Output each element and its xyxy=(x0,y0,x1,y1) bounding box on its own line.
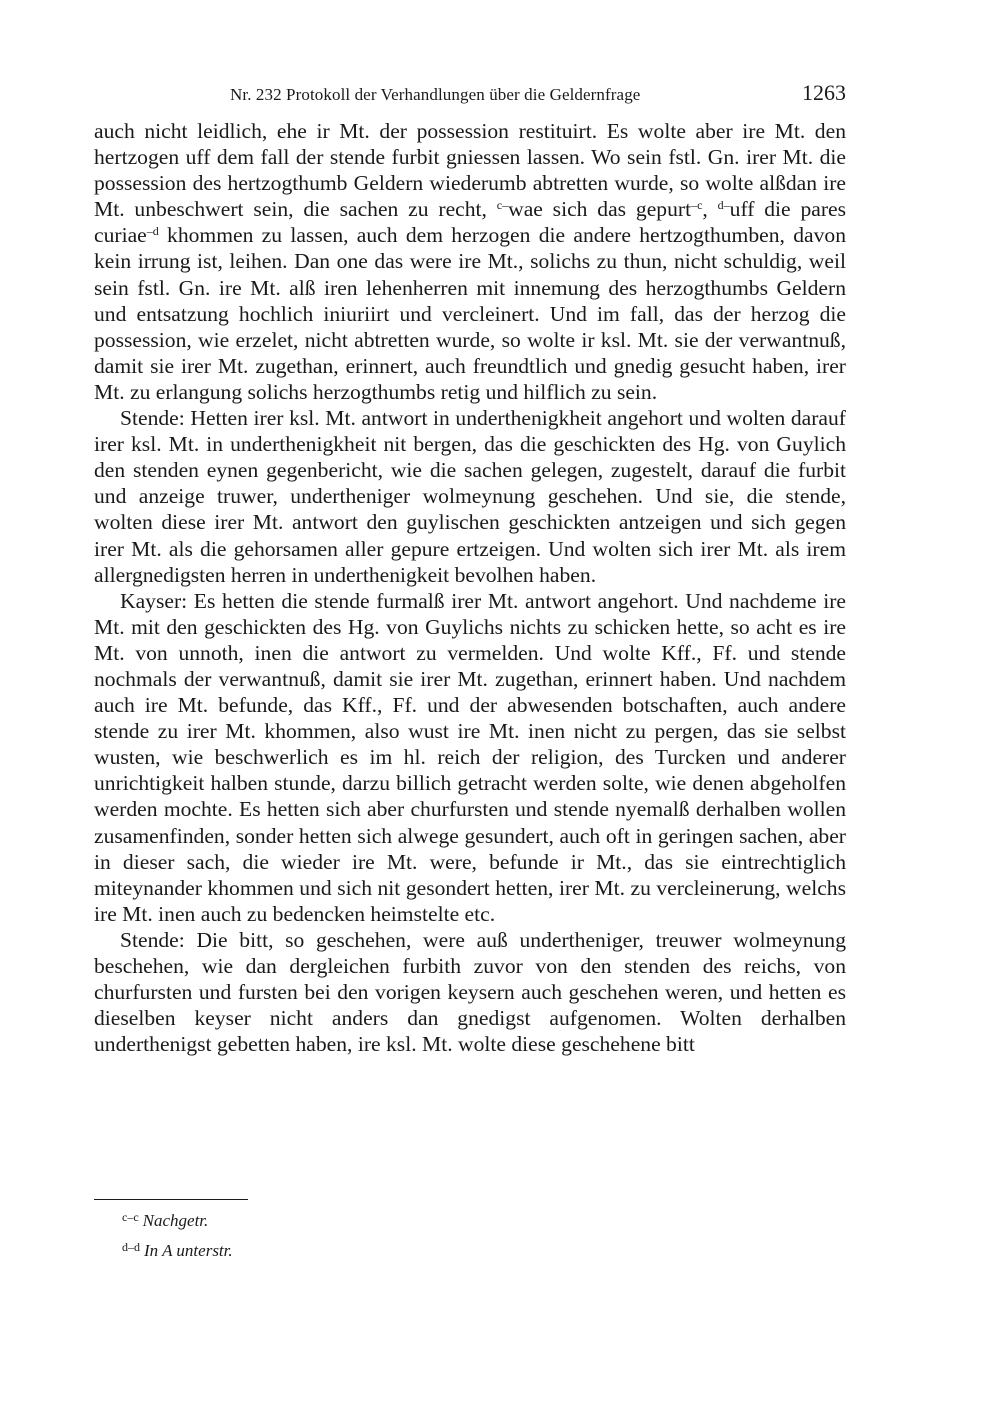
main-text xyxy=(94,118,846,1057)
running-title: Nr. 232 Protokoll der Verhandlungen über die Geldernfrage xyxy=(230,85,641,104)
footnote-marker: c–c xyxy=(122,1210,139,1224)
footnote-marker: d–d xyxy=(122,1240,140,1254)
footnote-d xyxy=(122,1234,722,1264)
footnote-mark-c-close: –c xyxy=(691,198,703,213)
text-segment: uff die pares curiae xyxy=(94,197,847,248)
running-header xyxy=(94,82,846,110)
footnote-text: In A unterstr. xyxy=(144,1241,233,1260)
footnote-c xyxy=(122,1204,722,1234)
text-segment: wae sich das gepurt xyxy=(508,197,692,222)
footnote-text: Nachgetr. xyxy=(142,1211,209,1230)
footnote-mark-c-open: c– xyxy=(496,198,509,213)
footnote-mark-d-close: –d xyxy=(146,224,159,239)
page-number: 1263 xyxy=(802,80,846,105)
paragraph-1 xyxy=(94,118,846,405)
paragraph-3: Kayser: Es hetten die stende furmalß irer Mt. antwort angehort. Und nachdeme ire Mt. mit den geschickten des Hg. von Guylichs nichts zu schicken hette, so acht es ire Mt. von unnoth, inen die antwort zu vermelden. Und wolte Kff., Ff. und stende nochmals der verwantnuß, damit sie irer Mt. zugethan, erinnert haben. Und nachdem auch ire Mt. befunde, das Kff., Ff. und der abwesenden botschaften, auch andere stende zu irer Mt. khommen, also wust ire Mt. inen nicht zu pergen, das sie selbst wusten, wie beschwerlich es im hl. reich der religion, des Turcken und anderer unrichtigkeit halben stunde, darzu billich getracht werden solte, wie denen abgeholfen werden mochte. Es hetten sich aber churfursten und stende nyemalß derhalben wollen zusamenfinden, sonder hetten sich alwege gesundert, auch oft in geringen sachen, aber in dieser sach, die wieder ire Mt. were, befunde ir Mt., das sie eintrechtiglich miteynander khommen und sich nit gesondert hetten, irer Mt. zu vercleinerung, welchs ire Mt. inen auch zu bedencken heimstelte etc. xyxy=(94,588,846,926)
text-segment: auch nicht leidlich, ehe ir Mt. der possession restituirt. Es wolte aber ire Mt. den hertzogen uff dem fall der stende furbit gniessen lassen. Wo sein fstl. Gn. irer Mt. die possession des hertzogthumb Geldern wiederumb abtretten wurde, so wolte alßdan ire Mt. unbeschwert sein, die sachen zu recht, xyxy=(94,119,846,222)
text-segment: , xyxy=(702,197,718,222)
footnote-rule xyxy=(94,1199,248,1200)
footnotes xyxy=(122,1204,722,1264)
text-segment: khommen zu lassen, auch dem herzogen die andere hertzogthumben, davon kein irrung ist, leihen. Dan one das were ire Mt., solichs zu thun, nicht schuldig, weil sein fstl. Gn. ire Mt. alß iren lehenherren mit innemung des herzogthumbs Geldern und entsatzung hochlich iniuriirt und vercleinert. Und im fall, das der herzog die possession, wie erzelet, nicht abtretten wurde, so wolte ir ksl. Mt. sie der verwantnuß, damit sie irer Mt. zugethan, erinnert, auch freundtlich und gnedig gesucht haben, irer Mt. zu erlangung solichs herzogthumbs retig und hilflich zu sein. xyxy=(94,223,846,404)
paragraph-2: Stende: Hetten irer ksl. Mt. antwort in underthenigkheit angehort und wolten darauf irer ksl. Mt. in underthenigkheit nit bergen, das die geschickten des Hg. von Guylich den stenden eynen gegenbericht, wie die sachen gelegen, zugestelt, darauf die furbit und anzeige truwer, undertheniger wolmeynung geschehen. Und sie, die stende, wolten diese irer Mt. antwort den guylischen geschickten antzeigen und sich gegen irer Mt. als die gehorsamen aller gepure ertzeigen. Und wolten sich irer Mt. als irem allergnedigsten herren in underthenigkeit bevolhen haben. xyxy=(94,406,846,587)
paragraph-4: Stende: Die bitt, so geschehen, were auß undertheniger, treuwer wolmeynung beschehen, wie dan dergleichen furbith zuvor von den stenden des reichs, von churfursten und fursten bei den vorigen keysern auch geschehen weren, und hetten es dieselben keyser nicht anders dan gnedigst aufgenomen. Wolten derhalben underthenigst gebetten haben, ire ksl. Mt. wolte diese geschehene bitt xyxy=(94,927,846,1057)
footnote-mark-d-open: d– xyxy=(717,198,730,213)
